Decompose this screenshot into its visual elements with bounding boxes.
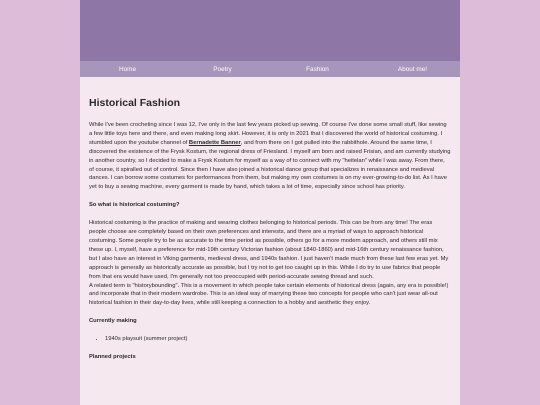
section-heading-currently: Currently making <box>89 318 137 325</box>
nav-bar <box>80 61 460 77</box>
what-paragraph-1: Historical costuming is the practice of making and wearing clothes belonging to historical periods. This can be from any time! The eras people choose are completely based on their own preferences and interests, and there are a myriad of ways to approach historical costuming. Some people try to be as accurate to the time period as possible, others go for a more modern approach, and others still mix these up. I, myself, have a preference for mid-19th century Victorian fashion (about 1840-1860) and mid-16th century renaissance fashion, but I also have an interest in Viking garments, medieval dress, and 1940s fashion. I just haven't made much from these last few eras yet. My approach is generally as historically accurate as possible, but I try not to get too caught up in this. While I do try to use fabrics that people from that era would have used, I'm generally not too preoccupied with period-accurate sewing thread and such. <box>89 220 449 280</box>
nav-home[interactable]: Home <box>118 65 137 73</box>
page-title: Historical Fashion <box>89 97 181 109</box>
intro-text-end: , and from there on I got pulled into the rabbithole. Around the same time, I discovered the existence of the Frysk Kostum, the regional dress of Friesland. I myself am born and raised Frisian, and am currently studying in another country, so I decided to make a Frysk Kostum for myself as a way of to connect with my "heitelan" while I was away. From there, of course, it spiralled out of control. Since then I have also joined a historical dance group that specializes in renaissance and medieval dances. I can borrow some costumes for performances from them, but making my own costumes is on my ever-growing-to-do list. As I have yet to buy a sewing machine, every garment is made by hand, which takes a lot of time, especially since school has priority. <box>89 139 451 191</box>
list-item: • 1940s playsuit (summer project) <box>105 335 451 344</box>
section-heading-planned: Planned projects <box>89 354 136 361</box>
section-heading-what: So what is historical costuming? <box>89 202 180 209</box>
main-content <box>80 77 460 362</box>
nav-poetry[interactable]: Poetry <box>213 65 232 73</box>
nav-about-me[interactable]: About me! <box>397 65 428 73</box>
intro-paragraph <box>89 121 451 192</box>
what-paragraph-2: A related term is "historybounding". This is a movement in which people take certain elements of historical dress (again, any era is possible!) and incorporate that in their modern wardrobe. This is an ideal way of marrying these two concepts for people who can't just wear all-out historical fashion in their day-to-day lives, while still keeping a connection to a hobby and aesthetic they enjoy. <box>89 282 449 307</box>
bernadette-banner-link[interactable]: Bernadette Banner <box>188 139 241 146</box>
page-container <box>80 0 460 405</box>
header-banner <box>80 0 460 61</box>
currently-list <box>89 335 451 344</box>
nav-fashion[interactable]: Fashion <box>306 65 329 73</box>
intro-text-start: While I've been crocheting since I was 12, I've only in the last few years picked up sewing. Of course I've done some small stuff, like sewing a few little toys here and there, and even making long skirt. However, it is only in 2021 that I discovered the world of historical costuming. I stumbled upon the youtube channel of <box>89 122 447 146</box>
